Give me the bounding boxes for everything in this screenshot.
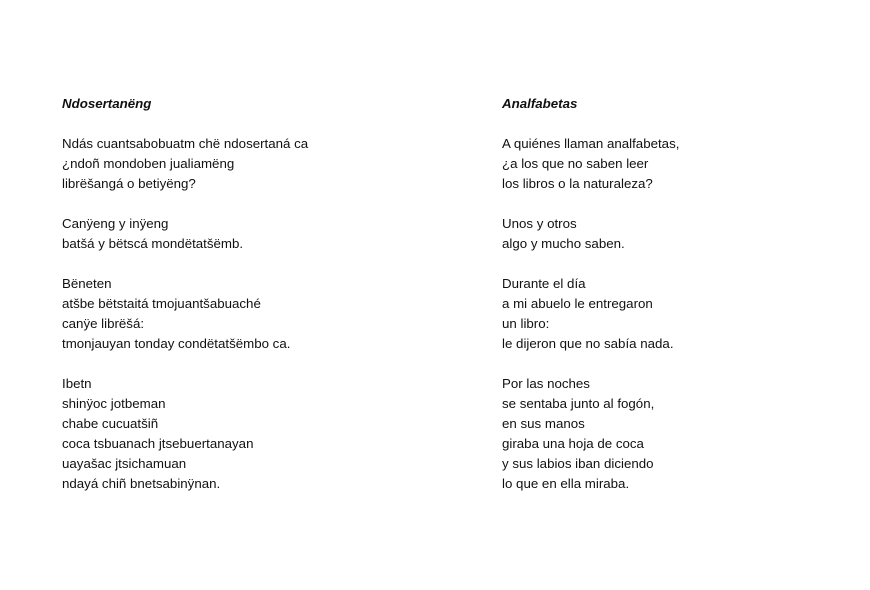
verse-line: batšá y bëtscá mondëtatšëmb.	[62, 236, 244, 251]
stanza	[502, 274, 679, 354]
verse-line: Unos y otros	[502, 216, 577, 231]
verse-line: algo y mucho saben.	[502, 236, 625, 251]
verse-line: Durante el día	[502, 276, 586, 291]
verse-line: ¿a los que no saben leer	[502, 156, 649, 171]
verse-line: lo que en ella miraba.	[502, 476, 630, 491]
verse-line: librëšangá o betiyëng?	[62, 176, 196, 191]
poem-title: Ndosertanëng	[62, 96, 152, 111]
verse-line: coca tsbuanach jtsebuertanayan	[62, 436, 254, 451]
poem-analfabetas	[502, 94, 679, 514]
verse-line: Canÿeng y inÿeng	[62, 216, 169, 231]
verse-line: uayašac jtsichamuan	[62, 456, 187, 471]
verse-line: tmonjauyan tonday condëtatšëmbo ca.	[62, 336, 291, 351]
stanza	[62, 274, 308, 354]
stanza	[62, 134, 308, 194]
verse-line: un libro:	[502, 316, 550, 331]
verse-line: a mi abuelo le entregaron	[502, 296, 653, 311]
verse-line: le dijeron que no sabía nada.	[502, 336, 674, 351]
verse-line: y sus labios iban diciendo	[502, 456, 654, 471]
verse-line: giraba una hoja de coca	[502, 436, 644, 451]
stanza	[502, 374, 679, 494]
verse-line: chabe cucuatšiñ	[62, 416, 159, 431]
poem-title: Analfabetas	[502, 96, 578, 111]
verse-line: Ibetn	[62, 376, 92, 391]
stanza	[62, 374, 308, 494]
verse-line: ¿ndoñ mondoben jualiamëng	[62, 156, 235, 171]
verse-line: atšbe bëtstaitá tmojuantšabuaché	[62, 296, 261, 311]
verse-line: se sentaba junto al fogón,	[502, 396, 655, 411]
verse-line: canÿe librëšá:	[62, 316, 145, 331]
poem-ndosertaneng	[62, 94, 308, 514]
verse-line: Bëneten	[62, 276, 112, 291]
verse-line: shinÿoc jotbeman	[62, 396, 166, 411]
verse-line: en sus manos	[502, 416, 585, 431]
verse-line: Por las noches	[502, 376, 590, 391]
stanza	[62, 214, 308, 254]
verse-line: los libros o la naturaleza?	[502, 176, 653, 191]
stanza	[502, 134, 679, 194]
verse-line: A quiénes llaman analfabetas,	[502, 136, 680, 151]
stanza	[502, 214, 679, 254]
verse-line: Ndás cuantsabobuatm chë ndosertaná ca	[62, 136, 309, 151]
verse-line: ndayá chiñ bnetsabinÿnan.	[62, 476, 221, 491]
